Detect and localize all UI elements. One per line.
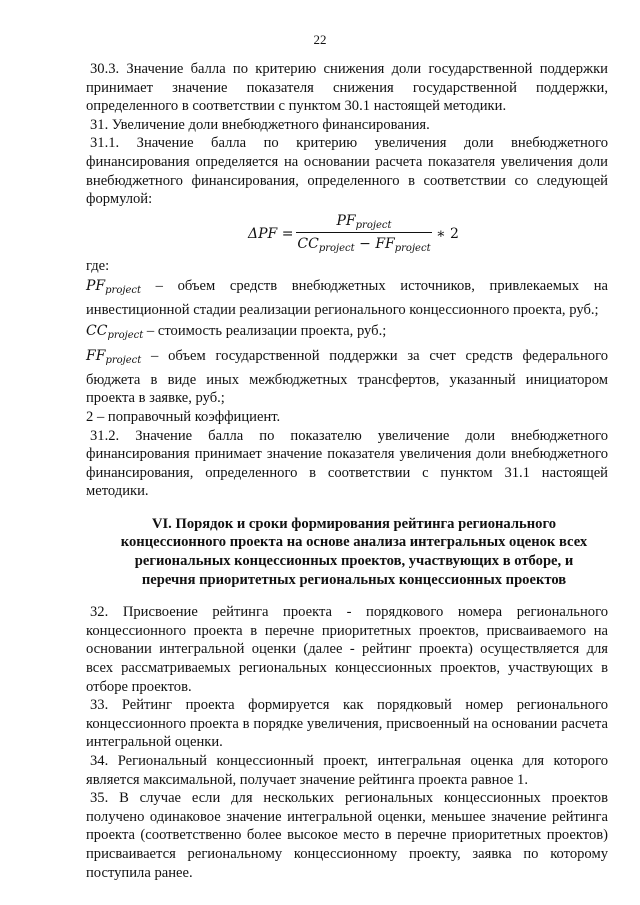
- paragraph-31-2: 31.2. Значение балла по показателю увеличение доли внебюджетного финансирования принимает значение показателя увеличения доли внебюджетного финансирования, определенного в соответствии с пунктом 31.1 настоящей методики.: [86, 427, 608, 500]
- formula-denominator: $CC_{project} - FF_{project}$: [297, 235, 431, 254]
- paragraph-33: 33. Рейтинг проекта формируется как порядковый номер регионального концессионного проекта в порядке увеличения, присвоенный на основании расчета интегральной оценки.: [86, 697, 608, 751]
- paragraph-30-3: 30.3. Значение балла по критерию снижения доли государственной поддержки принимает значение показателя снижения государственной поддержки, определенного в соответствии с пунктом 30.1 настоящей методики.: [86, 61, 608, 115]
- paragraph-31-1: 31.1. Значение балла по критерию увеличения доли внебюджетного финансирования определяется на основании расчета показателя увеличения доли внебюджетного финансирования, определенного в соответствии со следующей формулой:: [86, 135, 608, 208]
- formula-lhs: ΔPF =: [248, 225, 294, 242]
- formula-numerator: $PF_{project}$: [336, 212, 392, 231]
- document-body: [86, 60, 608, 882]
- formula-multiplier: ∗ 2: [436, 225, 459, 242]
- where-label: где:: [86, 257, 110, 274]
- section-heading-vi: VI. Порядок и сроки формирования рейтинга регионального концессионного проекта на основе анализа интегральных оценок всех региональных концессионных проектов, участвующих в отборе, и перечня приоритетных региональных концессионных проектов: [120, 515, 588, 588]
- paragraph-35: 35. В случае если для нескольких региональных концессионных проектов получено одинаковое значение интегральной оценки, меньшее значение рейтинга проекта (соответственно более высокое место в перечне приоритетных проектов) присваивается региональному концессионному проекту, заявка по которому поступила ранее.: [86, 790, 608, 881]
- definition-ff-project: $FF_{project}$ – объем государственной поддержки за счет средств федерального бюджета в виде иных межбюджетных трансфертов, указанный инициатором проекта в заявке, руб.;: [86, 348, 608, 407]
- formula-delta-pf: [86, 209, 608, 257]
- page-number: 22: [313, 32, 327, 47]
- paragraph-34: 34. Региональный концессионный проект, интегральная оценка для которого является максимальной, получает значение рейтинга проекта равное 1.: [86, 753, 608, 788]
- paragraph-32: 32. Присвоение рейтинга проекта - порядкового номера регионального концессионного проекта в перечне приоритетных проектов, присваиваемого на основании интегральной оценки (далее - рейтинг проекта) осуществляется для всех рассматриваемых региональных концессионных проектов, участвующих в отборе проектов.: [86, 604, 608, 695]
- definition-pf-project: $PF_{project}$ – объем средств внебюджетных источников, привлекаемых на инвестиционной стадии реализации регионального концессионного проекта, руб.;: [86, 278, 608, 318]
- formula-fraction: [296, 212, 432, 259]
- paragraph-31: 31. Увеличение доли внебюджетного финансирования.: [90, 116, 430, 133]
- definition-cc-project: $CC_{project}$ – стоимость реализации проекта, руб.;: [86, 322, 387, 341]
- coefficient-definition: 2 – поправочный коэффициент.: [86, 408, 281, 425]
